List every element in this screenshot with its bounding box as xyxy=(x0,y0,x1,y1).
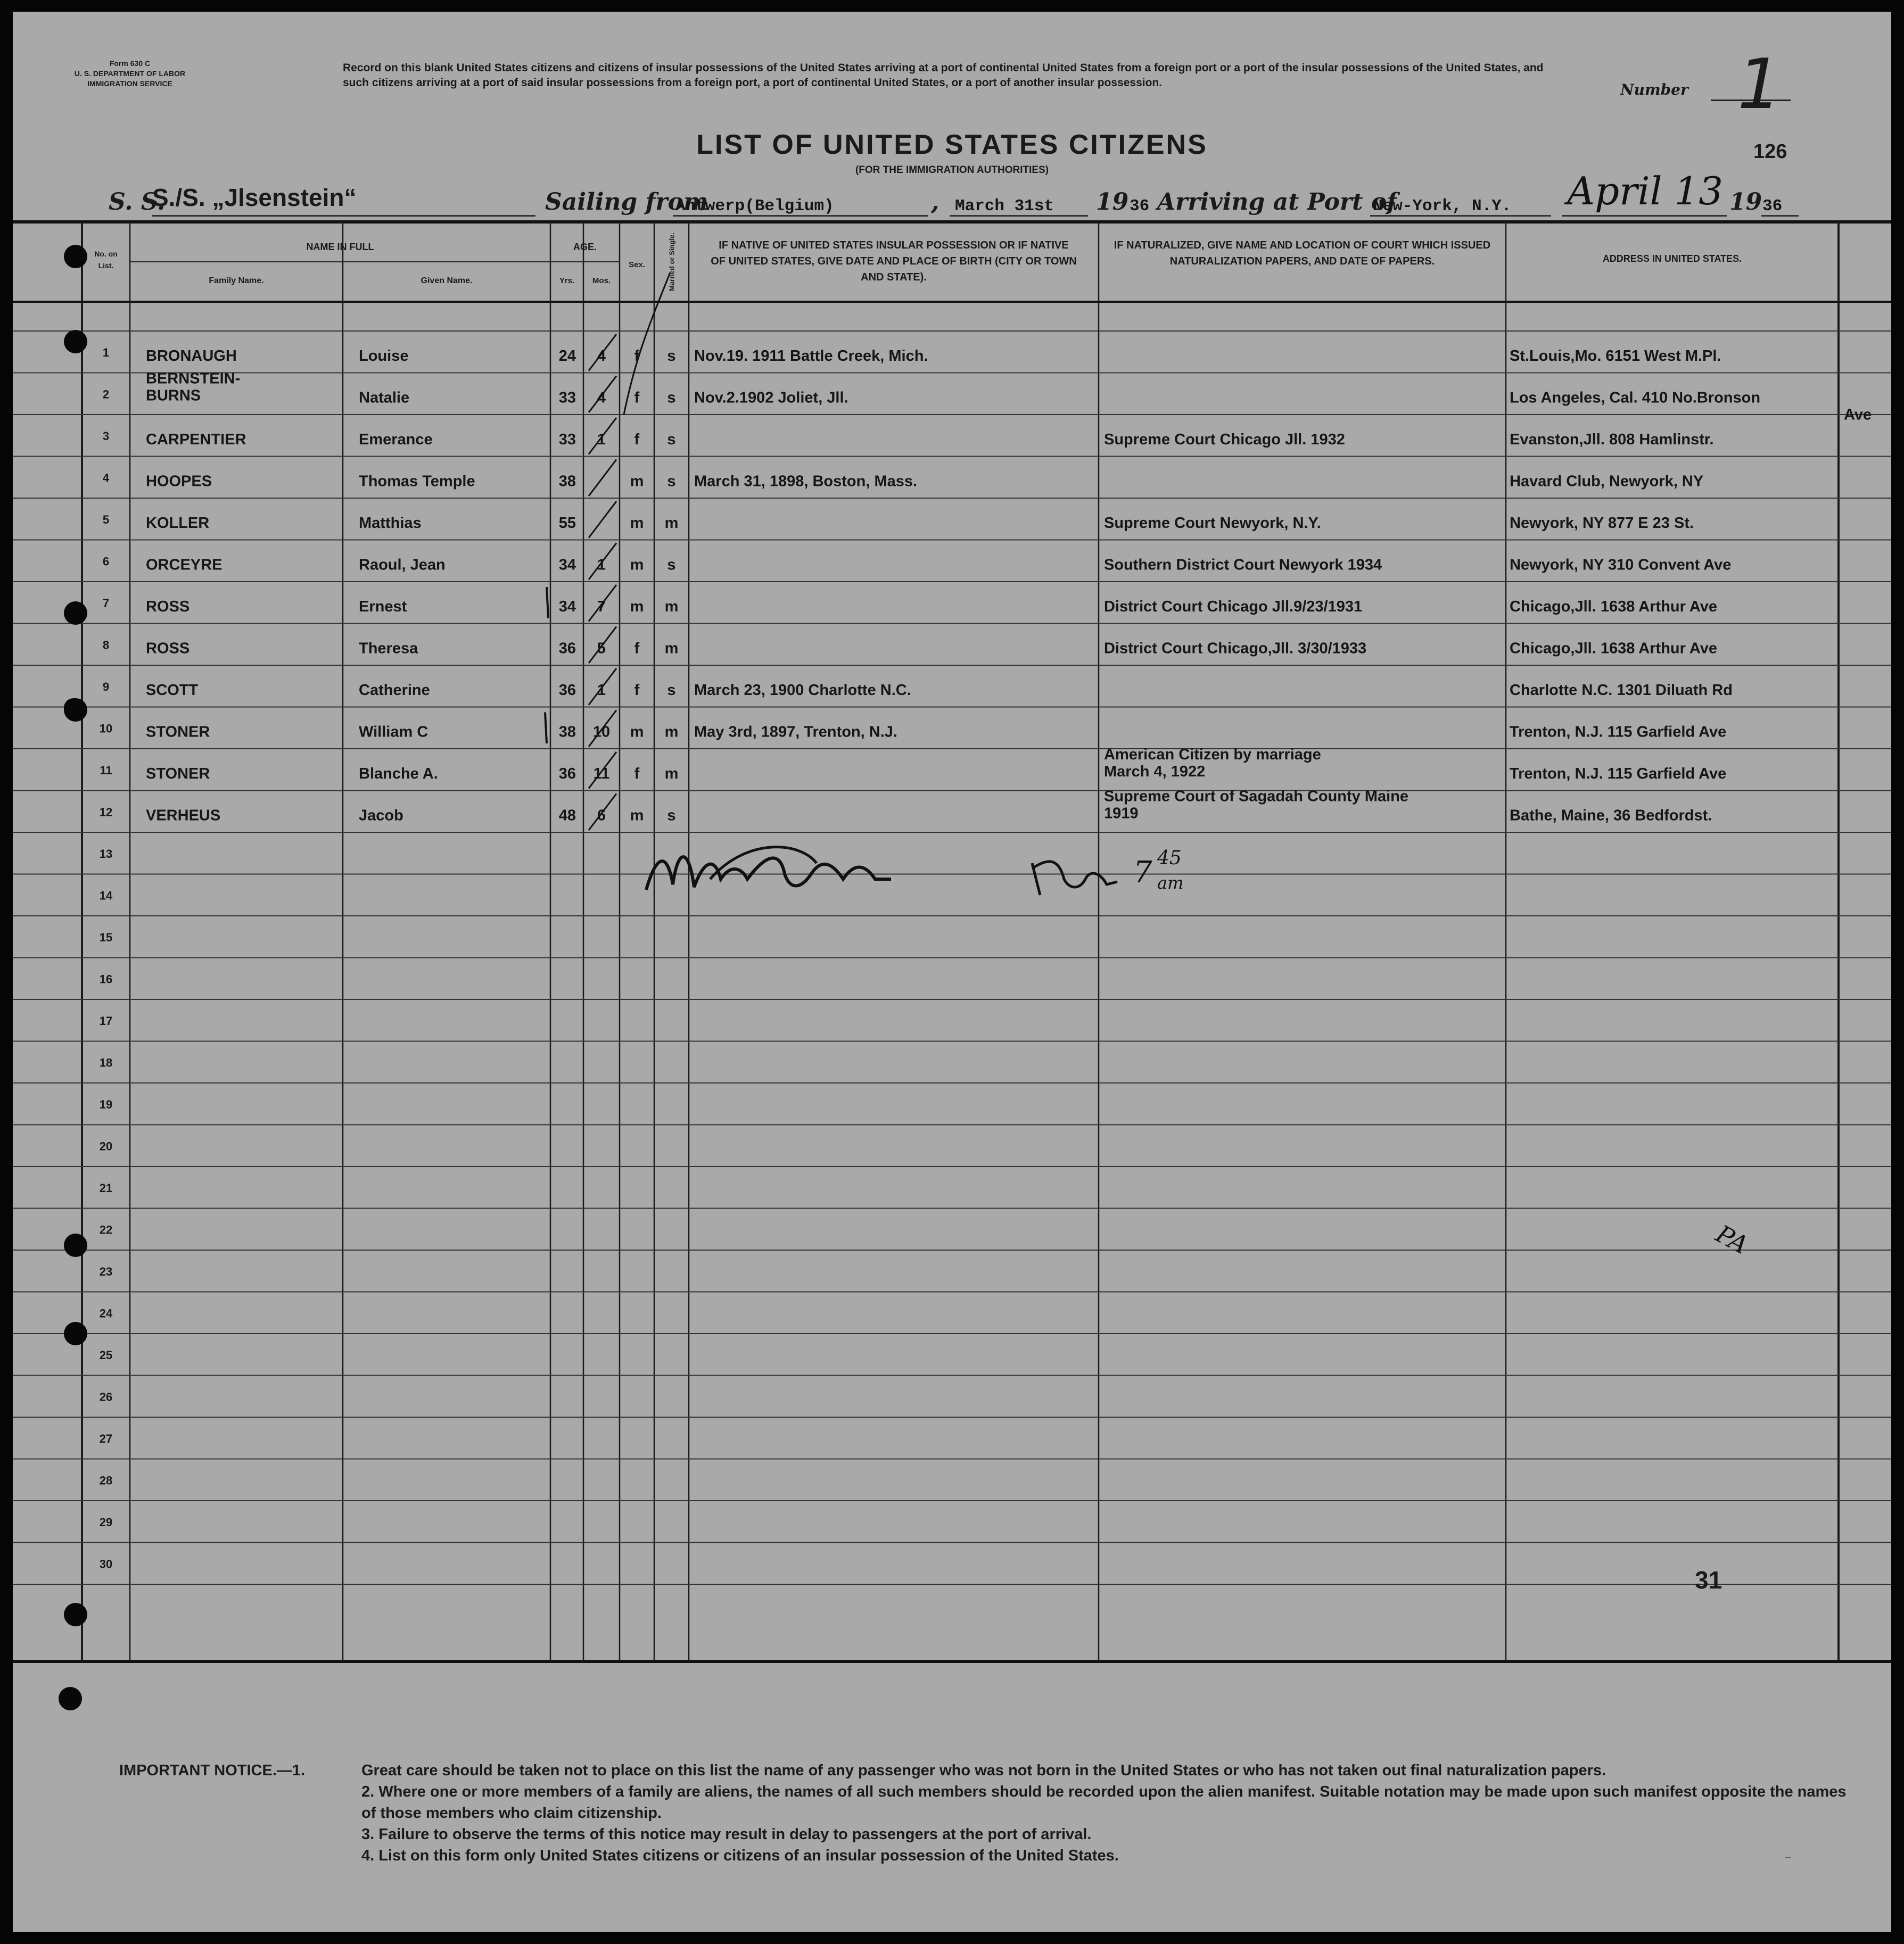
given-name: Ernest xyxy=(359,598,407,615)
age-months: 1 xyxy=(597,431,606,448)
list-number: 1 xyxy=(1737,44,1782,125)
row-number: 29 xyxy=(99,1516,113,1529)
age-months: 7 xyxy=(597,598,606,615)
row-number: 6 xyxy=(102,555,110,568)
age-months: 5 xyxy=(597,640,606,657)
birth-info: Nov.19. 1911 Battle Creek, Mich. xyxy=(694,348,928,365)
naturalization-info: Supreme Court Newyork, N.Y. xyxy=(1104,515,1321,532)
address: Los Angeles, Cal. 410 No.Bronson xyxy=(1510,389,1761,407)
row-number: 25 xyxy=(99,1349,113,1362)
sex: f xyxy=(634,640,640,657)
naturalization-info: Southern District Court Newyork 1934 xyxy=(1104,556,1382,574)
page-number: 126 xyxy=(1753,140,1787,163)
given-name: Jacob xyxy=(359,807,403,824)
naturalization-info: District Court Chicago Jll.9/23/1931 xyxy=(1104,598,1363,615)
arrival-date: April 13 xyxy=(1567,169,1724,213)
print-code: — xyxy=(1785,1854,1791,1860)
row-number: 3 xyxy=(102,429,110,443)
given-name: Theresa xyxy=(359,640,418,657)
manifest-table xyxy=(13,12,1891,1932)
header-birth: AND STATE). xyxy=(861,271,927,283)
row-number: 26 xyxy=(99,1390,113,1404)
row-number: 12 xyxy=(99,805,113,819)
address: Chicago,Jll. 1638 Arthur Ave xyxy=(1510,598,1718,615)
row-number: 4 xyxy=(102,471,110,485)
initials-scrawl xyxy=(1027,853,1123,900)
form-instructions: Record on this blank United States citizens and citizens of insular possessions of the United States arriving at a port of continental United States from a foreign port or a port of the insular possessions of the United States, and such citizens arriving at a port of said insular possessions from a foreign port, a port of continental United States, or a port of another insular possession. xyxy=(343,62,1544,89)
naturalization-info: 1919 xyxy=(1104,805,1139,822)
check-slash xyxy=(589,334,616,371)
form-department: U. S. DEPARTMENT OF LABOR xyxy=(74,69,186,78)
age-years: 34 xyxy=(558,598,576,615)
given-name: Thomas Temple xyxy=(359,473,475,490)
naturalization-info: District Court Chicago,Jll. 3/30/1933 xyxy=(1104,640,1367,657)
given-name: Raoul, Jean xyxy=(359,556,446,574)
family-name: VERHEUS xyxy=(146,807,221,824)
age-years: 36 xyxy=(558,640,576,657)
row-number: 9 xyxy=(102,680,110,693)
age-years: 38 xyxy=(558,723,576,741)
sex: f xyxy=(634,431,640,448)
notice-item-4: 4. List on this form only United States citizens or citizens of an insular possession of the United States. xyxy=(361,1847,1119,1864)
header-birth: IF NATIVE OF UNITED STATES INSULAR POSSESSION OR IF NATIVE xyxy=(719,239,1069,251)
age-months: 1 xyxy=(597,682,606,699)
birth-info: March 23, 1900 Charlotte N.C. xyxy=(694,682,911,699)
address: Ave xyxy=(1844,406,1872,424)
punch-hole xyxy=(64,1322,87,1345)
family-name: BURNS xyxy=(146,387,201,404)
age-months: 11 xyxy=(593,765,610,782)
check-slash xyxy=(589,501,616,538)
departure-year-prefix: 19 xyxy=(1096,188,1129,216)
marital-status: m xyxy=(664,765,679,782)
punch-hole xyxy=(64,601,87,625)
check-slash xyxy=(589,627,616,664)
inspection-time-minutes: 45 xyxy=(1157,847,1182,869)
sex: m xyxy=(630,515,644,532)
punch-hole xyxy=(64,1234,87,1257)
manifest-sheet xyxy=(13,12,1891,1932)
marital-status: s xyxy=(667,682,676,699)
inspector-initials-mark xyxy=(1027,853,1123,909)
row-number: 8 xyxy=(102,638,110,652)
family-name: CARPENTIER xyxy=(146,431,246,448)
page-subtitle: (FOR THE IMMIGRATION AUTHORITIES) xyxy=(855,164,1049,176)
sex: m xyxy=(630,473,644,490)
header-married-single: Married or Single. xyxy=(667,233,676,291)
inspection-time-ampm: am xyxy=(1157,873,1184,893)
address: Chicago,Jll. 1638 Arthur Ave xyxy=(1510,640,1718,657)
header-address: ADDRESS IN UNITED STATES. xyxy=(1602,253,1742,264)
sex: m xyxy=(630,723,644,741)
age-years: 33 xyxy=(558,431,576,448)
given-name: Matthias xyxy=(359,515,422,532)
punch-hole xyxy=(64,330,87,353)
birth-info: May 3rd, 1897, Trenton, N.J. xyxy=(694,723,897,741)
sex: m xyxy=(630,598,644,615)
marital-status: m xyxy=(664,640,679,657)
age-years: 48 xyxy=(558,807,576,824)
marital-status: s xyxy=(667,473,676,490)
signature-scrawl xyxy=(641,842,982,900)
punch-hole xyxy=(59,1687,82,1710)
given-name: Louise xyxy=(359,348,409,365)
row-number: 18 xyxy=(99,1056,113,1070)
passenger-count: 31 xyxy=(1695,1566,1722,1594)
punch-hole xyxy=(64,698,87,722)
comma: , xyxy=(931,188,939,216)
marital-status: m xyxy=(664,723,679,741)
row-number: 14 xyxy=(99,889,113,903)
check-slash xyxy=(589,543,616,580)
check-slash xyxy=(624,272,670,415)
arrival-year-prefix: 19 xyxy=(1729,188,1762,216)
age-months: 10 xyxy=(592,723,611,741)
header-naturalized: IF NATURALIZED, GIVE NAME AND LOCATION OF COURT WHICH ISSUED xyxy=(1114,239,1491,251)
naturalization-info: Supreme Court Chicago Jll. 1932 xyxy=(1104,431,1345,448)
given-name: Natalie xyxy=(359,389,410,407)
departure-year: 36 xyxy=(1130,197,1150,216)
notice-item-2: 2. Where one or more members of a family are aliens, the names of all such members should be recorded upon the alien manifest. Suitable notation may be made upon such manifest opposite the names of those members who claim citizenship. xyxy=(361,1783,1847,1822)
form-service: IMMIGRATION SERVICE xyxy=(87,79,172,88)
row-number: 13 xyxy=(99,847,113,861)
address: Newyork, NY 310 Convent Ave xyxy=(1510,556,1732,574)
sex: f xyxy=(634,348,640,365)
row-number: 2 xyxy=(102,387,110,401)
notice-item-1: Great care should be taken not to place on this list the name of any passenger who was not born in the United States or who has not taken out final naturalization papers. xyxy=(361,1762,1606,1779)
age-months: 4 xyxy=(597,348,606,365)
row-number: 23 xyxy=(99,1265,113,1278)
age-years: 33 xyxy=(558,389,576,407)
row-number: 28 xyxy=(99,1474,113,1487)
header-name-in-full: NAME IN FULL xyxy=(306,242,374,252)
important-notice xyxy=(119,1760,1849,1882)
check-slash xyxy=(589,794,616,831)
age-years: 36 xyxy=(558,682,576,699)
row-number: 17 xyxy=(99,1014,113,1028)
check-slash xyxy=(589,585,616,622)
sex: f xyxy=(634,682,640,699)
given-name: Emerance xyxy=(359,431,433,448)
family-name: STONER xyxy=(146,765,210,782)
sex: f xyxy=(634,765,640,782)
marital-status: m xyxy=(664,598,679,615)
age-years: 34 xyxy=(558,556,576,574)
header-family-name: Family Name. xyxy=(209,276,264,285)
age-months: 1 xyxy=(597,556,606,574)
address: Trenton, N.J. 115 Garfield Ave xyxy=(1510,723,1727,741)
address: Havard Club, Newyork, NY xyxy=(1510,473,1704,490)
age-years: 36 xyxy=(558,765,576,782)
marital-status: s xyxy=(667,431,676,448)
age-months: 4 xyxy=(597,389,606,407)
notice-lead: IMPORTANT NOTICE.—1. xyxy=(119,1762,306,1779)
marital-status: s xyxy=(667,556,676,574)
marital-status: m xyxy=(664,515,679,532)
address: Bathe, Maine, 36 Bedfordst. xyxy=(1510,807,1712,824)
header-given-name: Given Name. xyxy=(421,276,473,285)
family-name: ORCEYRE xyxy=(146,556,222,574)
age-years: 55 xyxy=(558,515,576,532)
row-number: 19 xyxy=(99,1098,113,1111)
row-number: 1 xyxy=(102,346,110,359)
check-slash xyxy=(589,418,616,454)
birth-info: March 31, 1898, Boston, Mass. xyxy=(694,473,918,490)
row-number: 22 xyxy=(99,1223,113,1237)
port-of-arrival: New-York, N.Y. xyxy=(1373,197,1512,216)
header-naturalized: NATURALIZATION PAPERS, AND DATE OF PAPERS. xyxy=(1169,255,1435,267)
family-name: ROSS xyxy=(146,598,190,615)
birth-info: Nov.2.1902 Joliet, Jll. xyxy=(694,389,848,407)
port-of-departure: Antwerp(Belgium) xyxy=(675,197,834,216)
address: St.Louis,Mo. 6151 West M.Pl. xyxy=(1510,348,1721,365)
row-number: 24 xyxy=(99,1306,113,1320)
check-slash xyxy=(589,376,616,413)
family-name: KOLLER xyxy=(146,515,210,532)
header-no: List. xyxy=(98,261,114,270)
family-name: ROSS xyxy=(146,640,190,657)
header-birth: OF UNITED STATES, GIVE DATE AND PLACE OF BIRTH (CITY OR TOWN xyxy=(711,255,1077,267)
header-yrs: Yrs. xyxy=(559,276,575,285)
family-name: HOOPES xyxy=(146,473,212,490)
form-number: Form 630 C xyxy=(109,59,151,68)
tick-mark xyxy=(545,713,547,744)
notice-item-3: 3. Failure to observe the terms of this notice may result in delay to passengers at the port of arrival. xyxy=(361,1826,1092,1843)
given-name: William C xyxy=(359,723,428,741)
departure-date: March 31st xyxy=(955,197,1054,216)
row-number: 21 xyxy=(99,1181,113,1195)
naturalization-info: March 4, 1922 xyxy=(1104,763,1206,780)
family-name: BERNSTEIN- xyxy=(146,370,241,387)
address: Newyork, NY 877 E 23 St. xyxy=(1510,515,1694,532)
age-years: 38 xyxy=(558,473,576,490)
marital-status: s xyxy=(667,389,676,407)
address: Charlotte N.C. 1301 Diluath Rd xyxy=(1510,682,1733,699)
row-number: 7 xyxy=(102,597,110,610)
address: Evanston,Jll. 808 Hamlinstr. xyxy=(1510,431,1714,448)
check-slash xyxy=(589,460,616,497)
header-mos: Mos. xyxy=(592,276,611,285)
age-months: 6 xyxy=(597,807,606,824)
inspector-signature xyxy=(641,842,982,912)
header-no: No. on xyxy=(94,250,118,258)
family-name: SCOTT xyxy=(146,682,199,699)
row-number: 27 xyxy=(99,1432,113,1445)
page-title: LIST OF UNITED STATES CITIZENS xyxy=(696,129,1208,160)
naturalization-info: Supreme Court of Sagadah County Maine xyxy=(1104,788,1408,805)
sex: f xyxy=(634,389,640,407)
arrival-year: 36 xyxy=(1762,197,1783,216)
row-number: 20 xyxy=(99,1139,113,1153)
age-years: 24 xyxy=(558,348,576,365)
table-rows xyxy=(100,346,1872,1571)
inspection-time: 7 xyxy=(1133,855,1152,890)
punch-hole xyxy=(64,245,87,268)
header-sex: Sex. xyxy=(629,260,645,269)
header-age: AGE. xyxy=(573,242,597,252)
row-number: 11 xyxy=(100,764,112,777)
arriving-label: Arriving at Port of xyxy=(1157,188,1397,216)
address: Trenton, N.J. 115 Garfield Ave xyxy=(1510,765,1727,782)
marital-status: s xyxy=(667,807,676,824)
row-number: 10 xyxy=(99,722,113,735)
given-name: Catherine xyxy=(359,682,430,699)
family-name: BRONAUGH xyxy=(146,348,237,365)
sailing-from-label: Sailing from xyxy=(545,188,708,216)
ship-name: S./S. „Jlsenstein“ xyxy=(152,184,357,211)
initials-annotation: PA xyxy=(1711,1219,1753,1260)
family-name: STONER xyxy=(146,723,210,741)
ss-label: S. S. xyxy=(109,188,166,216)
naturalization-info: American Citizen by marriage xyxy=(1104,746,1321,763)
number-label: Number xyxy=(1620,81,1688,98)
given-name: Blanche A. xyxy=(359,765,438,782)
row-number: 15 xyxy=(99,931,113,944)
sex: m xyxy=(630,807,644,824)
tick-mark xyxy=(547,587,548,618)
marital-status: s xyxy=(667,348,676,365)
punch-hole xyxy=(64,1603,87,1626)
row-number: 16 xyxy=(99,972,113,986)
check-slash xyxy=(589,668,616,705)
row-number: 30 xyxy=(99,1557,113,1571)
sex: m xyxy=(630,556,644,574)
row-number: 5 xyxy=(102,513,110,526)
